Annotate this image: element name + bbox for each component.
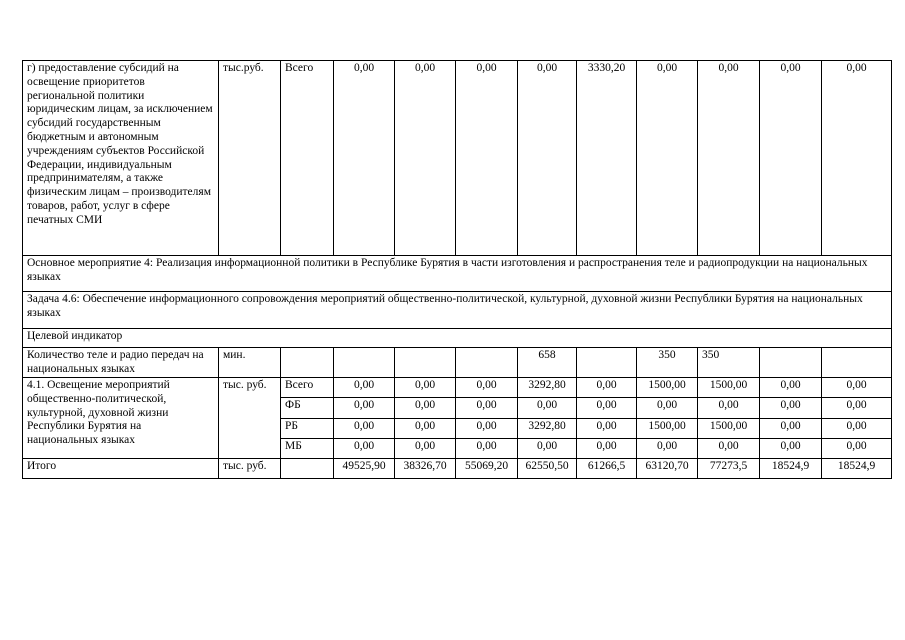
table-row-subsidy	[23, 61, 892, 256]
total-value: 62550,50	[518, 459, 577, 479]
activity-source: РБ	[281, 419, 334, 439]
activity-value: 0,00	[577, 398, 637, 419]
subsidy-value: 0,00	[822, 61, 892, 256]
activity-value: 0,00	[334, 398, 395, 419]
total-value: 18524,9	[760, 459, 822, 479]
subsidy-value: 0,00	[456, 61, 518, 256]
activity-value: 1500,00	[637, 419, 698, 439]
indicator-value	[334, 348, 395, 378]
activity-value: 0,00	[456, 439, 518, 459]
activity-value: 0,00	[395, 378, 456, 398]
activity-value: 0,00	[395, 398, 456, 419]
table-row-target-indicator	[23, 329, 892, 348]
activity-4-1-unit: тыс. руб.	[219, 378, 281, 459]
activity-value: 0,00	[822, 439, 892, 459]
indicator-unit: мин.	[219, 348, 281, 378]
activity-value: 0,00	[518, 398, 577, 419]
activity-value: 0,00	[334, 439, 395, 459]
activity-value: 0,00	[577, 439, 637, 459]
total-source	[281, 459, 334, 479]
activity-value: 1500,00	[637, 378, 698, 398]
subsidy-description: г) предоставление субсидий на освещение приоритетов региональной политики юридическим лицам, за исключением субсидий государственным бюджетным и автономным учреждениям субъектов Российской Федерации, индивидуальным предпринимателям, а также физическим лицам – производителям товаров, работ, услуг в сфере печатных СМИ	[23, 61, 219, 256]
activity-value: 1500,00	[698, 419, 760, 439]
activity-value: 0,00	[760, 378, 822, 398]
activity-value: 3292,80	[518, 378, 577, 398]
total-value: 63120,70	[637, 459, 698, 479]
subsidy-value: 0,00	[637, 61, 698, 256]
subsidy-source: Всего	[281, 61, 334, 256]
activity-value: 0,00	[395, 419, 456, 439]
activity-value: 0,00	[334, 419, 395, 439]
indicator-value	[760, 348, 822, 378]
activity-source: Всего	[281, 378, 334, 398]
activity-value: 0,00	[822, 378, 892, 398]
indicator-value	[577, 348, 637, 378]
subsidy-value: 0,00	[760, 61, 822, 256]
activity-source: ФБ	[281, 398, 334, 419]
indicator-value: 658	[518, 348, 577, 378]
indicator-value: 350	[698, 348, 760, 378]
total-value: 55069,20	[456, 459, 518, 479]
activity-value: 3292,80	[518, 419, 577, 439]
activity-value: 0,00	[822, 419, 892, 439]
table-row-total	[23, 459, 892, 479]
subsidy-value: 0,00	[518, 61, 577, 256]
activity-value: 0,00	[637, 398, 698, 419]
activity-source: МБ	[281, 439, 334, 459]
target-indicator-label: Целевой индикатор	[23, 329, 892, 348]
total-value: 49525,90	[334, 459, 395, 479]
measure-4-heading: Основное мероприятие 4: Реализация информационной политики в Республике Бурятия в части изготовления и распространения теле и радиопродукции на национальных языках	[23, 256, 892, 292]
activity-value: 0,00	[395, 439, 456, 459]
indicator-value: 350	[637, 348, 698, 378]
subsidy-unit: тыс.руб.	[219, 61, 281, 256]
total-label: Итого	[23, 459, 219, 479]
table-row-activity-total	[23, 378, 892, 398]
subsidy-value: 0,00	[698, 61, 760, 256]
activity-value: 0,00	[698, 439, 760, 459]
budget-table	[22, 60, 892, 479]
total-value: 61266,5	[577, 459, 637, 479]
subsidy-value: 0,00	[395, 61, 456, 256]
table-row-measure-4	[23, 256, 892, 292]
activity-value: 0,00	[760, 398, 822, 419]
activity-value: 0,00	[334, 378, 395, 398]
activity-value: 0,00	[822, 398, 892, 419]
subsidy-value: 3330,20	[577, 61, 637, 256]
activity-value: 0,00	[760, 419, 822, 439]
indicator-value	[395, 348, 456, 378]
total-value: 77273,5	[698, 459, 760, 479]
subsidy-value: 0,00	[334, 61, 395, 256]
indicator-value	[822, 348, 892, 378]
activity-value: 0,00	[637, 439, 698, 459]
activity-value: 0,00	[456, 378, 518, 398]
activity-value: 0,00	[456, 419, 518, 439]
activity-value: 1500,00	[698, 378, 760, 398]
activity-value: 0,00	[518, 439, 577, 459]
indicator-description: Количество теле и радио передач на национальных языках	[23, 348, 219, 378]
total-value: 18524,9	[822, 459, 892, 479]
activity-value: 0,00	[698, 398, 760, 419]
indicator-value	[456, 348, 518, 378]
activity-value: 0,00	[577, 378, 637, 398]
total-value: 38326,70	[395, 459, 456, 479]
table-row-indicator	[23, 348, 892, 378]
table-row-task-4-6	[23, 292, 892, 329]
activity-value: 0,00	[456, 398, 518, 419]
task-4-6-heading: Задача 4.6: Обеспечение информационного сопровождения мероприятий общественно-политической, культурной, духовной жизни Республики Бурятия на национальных языках	[23, 292, 892, 329]
activity-4-1-description: 4.1. Освещение мероприятий общественно-политической, культурной, духовной жизни Республики Бурятия на национальных языках	[23, 378, 219, 459]
activity-value: 0,00	[577, 419, 637, 439]
activity-value: 0,00	[760, 439, 822, 459]
total-unit: тыс. руб.	[219, 459, 281, 479]
indicator-source	[281, 348, 334, 378]
